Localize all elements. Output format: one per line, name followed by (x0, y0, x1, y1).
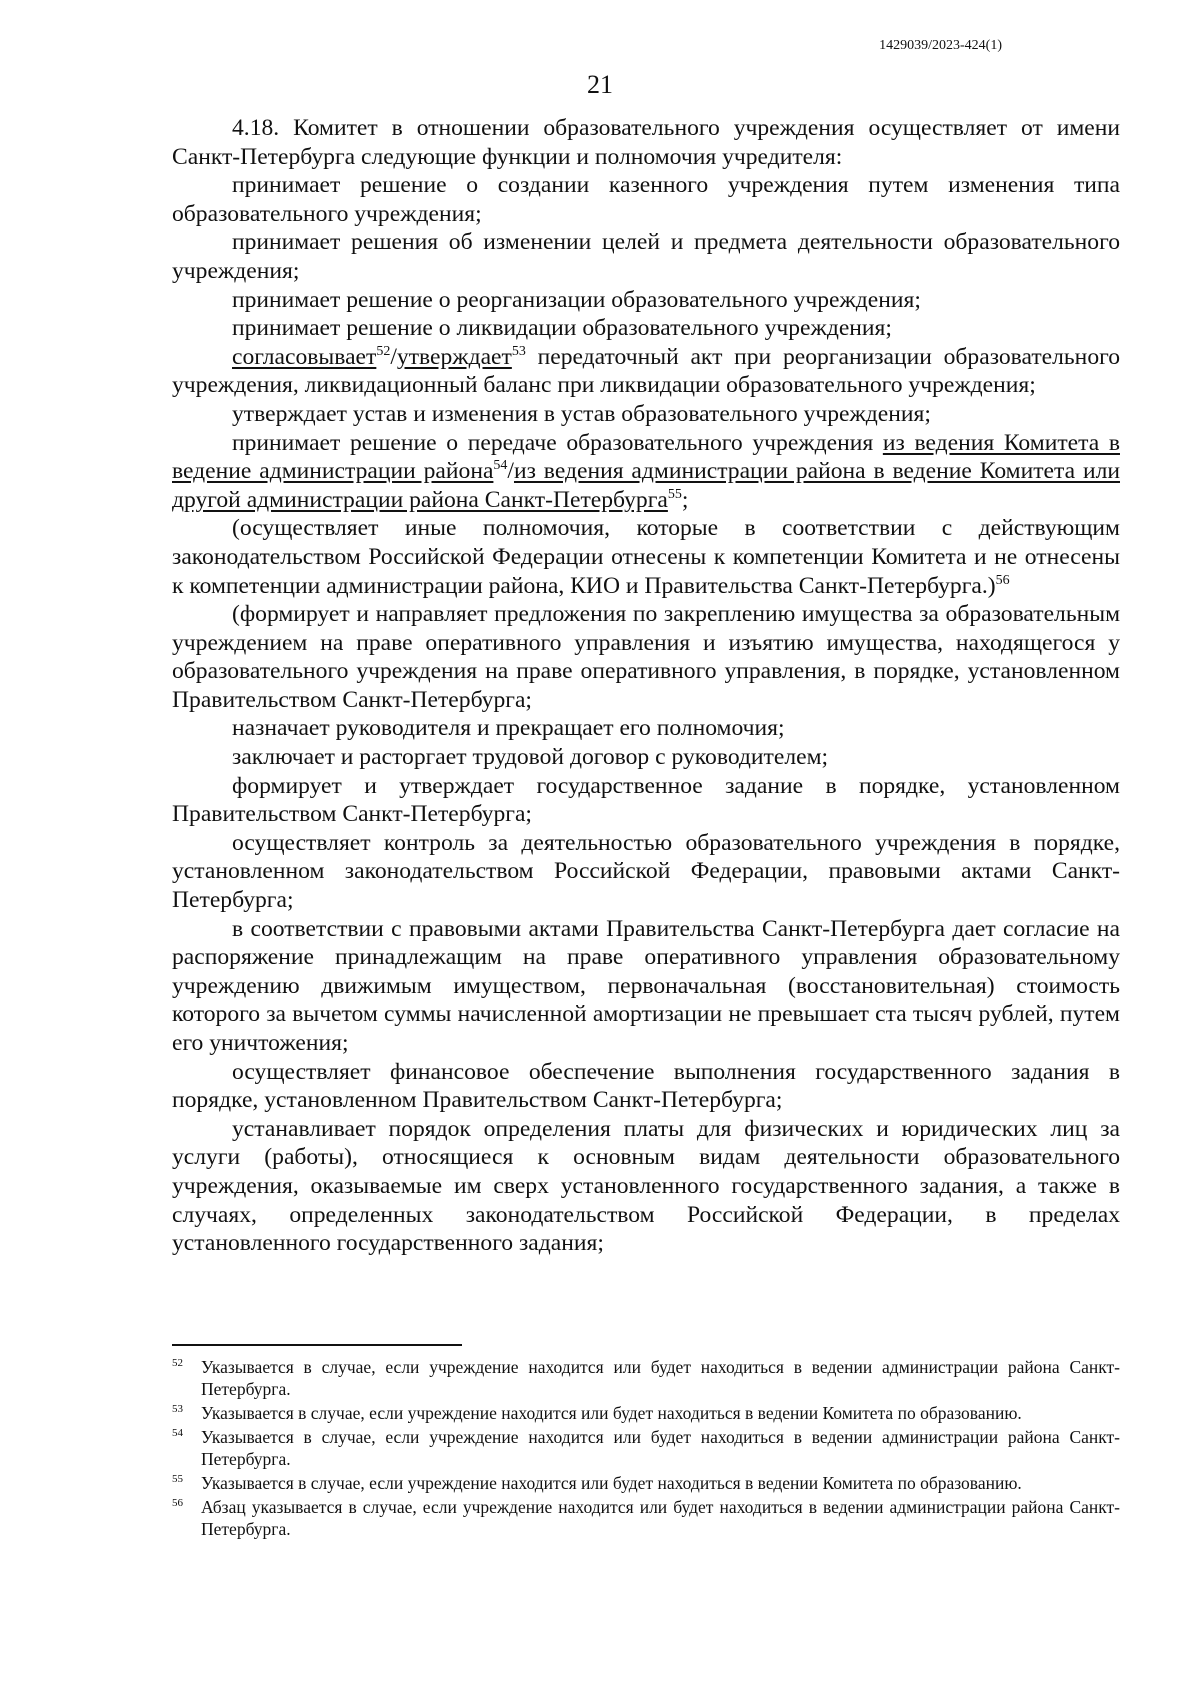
separator: / (507, 458, 514, 485)
footnote-ref: 54 (493, 458, 508, 474)
paragraph: назначает руководителя и прекращает его полномочия; (232, 715, 785, 742)
underlined-term: утверждает (396, 343, 512, 370)
paragraph: заключает и расторгает трудовой договор с руководителем; (232, 744, 829, 771)
footnote-text: Указывается в случае, если учреждение находится или будет находиться в ведении Комитета по образованию. (201, 1473, 1022, 1493)
paragraph: принимает решение о создании казенного учреждения путем изменения типа образовательного учреждения; (172, 172, 1120, 227)
paragraph-text: ; (681, 486, 689, 513)
paragraph: осуществляет контроль за деятельностью образовательного учреждения в порядке, установленном законодательством Российской Федерации, правовыми актами Санкт-Петербурга; (172, 829, 1120, 914)
footnote-ref: 53 (511, 343, 526, 359)
page-number: 21 (587, 70, 613, 99)
footnote-mark: 53 (172, 1403, 183, 1415)
paragraph: утверждает устав и изменения в устав образовательного учреждения; (232, 400, 931, 427)
paragraph: в соответствии с правовыми актами Правительства Санкт-Петербурга дает согласие на распоряжение принадлежащим на праве оперативного управления образовательному учреждению движимым имуществом, первоначальная (восстановительная) стоимость которого за вычетом суммы начисленной амортизации не превышает ста тысяч рублей, путем его уничтожения; (172, 915, 1120, 1056)
paragraph: устанавливает порядок определения платы для физических и юридических лиц за услуги (работы), относящиеся к основным видам деятельности образовательного учреждения, оказываемые им сверх установленного государственного задания, а также в случаях, определенных законодательством Российской Федерации, в пределах установленного государственного задания; (172, 1115, 1120, 1257)
document-number: 1429039/2023-424(1) (879, 38, 1002, 53)
footnote (172, 1402, 1120, 1424)
footnote-mark: 56 (172, 1497, 183, 1509)
footnote-text: Указывается в случае, если учреждение находится или будет находиться в ведении администрации района Санкт-Петербурга. (201, 1357, 1120, 1399)
footnote-text: Указывается в случае, если учреждение находится или будет находиться в ведении Комитета по образованию. (201, 1403, 1022, 1423)
paragraph: (формирует и направляет предложения по закреплению имущества за образовательным учреждением на праве оперативного управления и изъятию имущества, находящегося у образовательного учреждения на праве оперативного управления, в порядке, установленном Правительством Санкт-Петербурга; (172, 601, 1120, 713)
paragraph-text: передаточный акт при реорганизации образовательного учреждения, ликвидационный баланс при ликвидации образовательного учреждения; (172, 343, 1120, 399)
underlined-term: из ведения Комитета в ведение администрации района (172, 429, 1120, 485)
underlined-term: из ведения администрации района в ведение Комитета или другой администрации района Санкт-Петербурга (172, 458, 1120, 513)
footnote-text: Указывается в случае, если учреждение находится или будет находиться в ведении администрации района Санкт-Петербурга. (201, 1427, 1120, 1469)
paragraph: принимает решения об изменении целей и предмета деятельности образовательного учреждения; (172, 229, 1120, 284)
paragraph-text: (осуществляет иные полномочия, которые в соответствии с действующим законодательством Российской Федерации отнесены к компетенции Комитета и не отнесены к компетенции администрации района, КИО и Правительства Санкт-Петербурга.) (172, 515, 1120, 599)
paragraph-text: принимает решение о передаче образовательного учреждения (232, 429, 883, 456)
footnote (172, 1496, 1120, 1540)
footnote-ref: 52 (376, 343, 391, 359)
paragraph (172, 514, 1120, 600)
footnote (172, 1426, 1120, 1470)
paragraph: принимает решение о ликвидации образовательного учреждения; (232, 315, 892, 342)
footnote (172, 1356, 1120, 1400)
footnote-mark: 55 (172, 1473, 183, 1485)
paragraph: формирует и утверждает государственное задание в порядке, установленном Правительством Санкт-Петербурга; (172, 772, 1120, 828)
footnote-ref: 55 (667, 486, 682, 502)
paragraph (172, 429, 1120, 515)
paragraph: принимает решение о реорганизации образовательного учреждения; (232, 286, 921, 313)
footnote-divider (172, 1344, 462, 1346)
underlined-term: согласовывает (232, 343, 377, 370)
separator: / (390, 343, 397, 370)
footnote-mark: 52 (172, 1357, 183, 1369)
footnote (172, 1472, 1120, 1494)
paragraph (172, 343, 1120, 400)
paragraph-4-18: 4.18. Комитет в отношении образовательного учреждения осуществляет от имени Санкт-Петербурга следующие функции и полномочия учредителя: (172, 115, 1120, 170)
footnote-text: Абзац указывается в случае, если учреждение находится или будет находиться в ведении администрации района Санкт-Петербурга. (201, 1497, 1120, 1539)
document-body (172, 114, 1120, 1258)
footnote-mark: 54 (172, 1427, 183, 1439)
paragraph: осуществляет финансовое обеспечение выполнения государственного задания в порядке, установленном Правительством Санкт-Петербурга; (172, 1058, 1120, 1114)
footnotes (172, 1356, 1120, 1542)
footnote-ref: 56 (995, 572, 1010, 588)
